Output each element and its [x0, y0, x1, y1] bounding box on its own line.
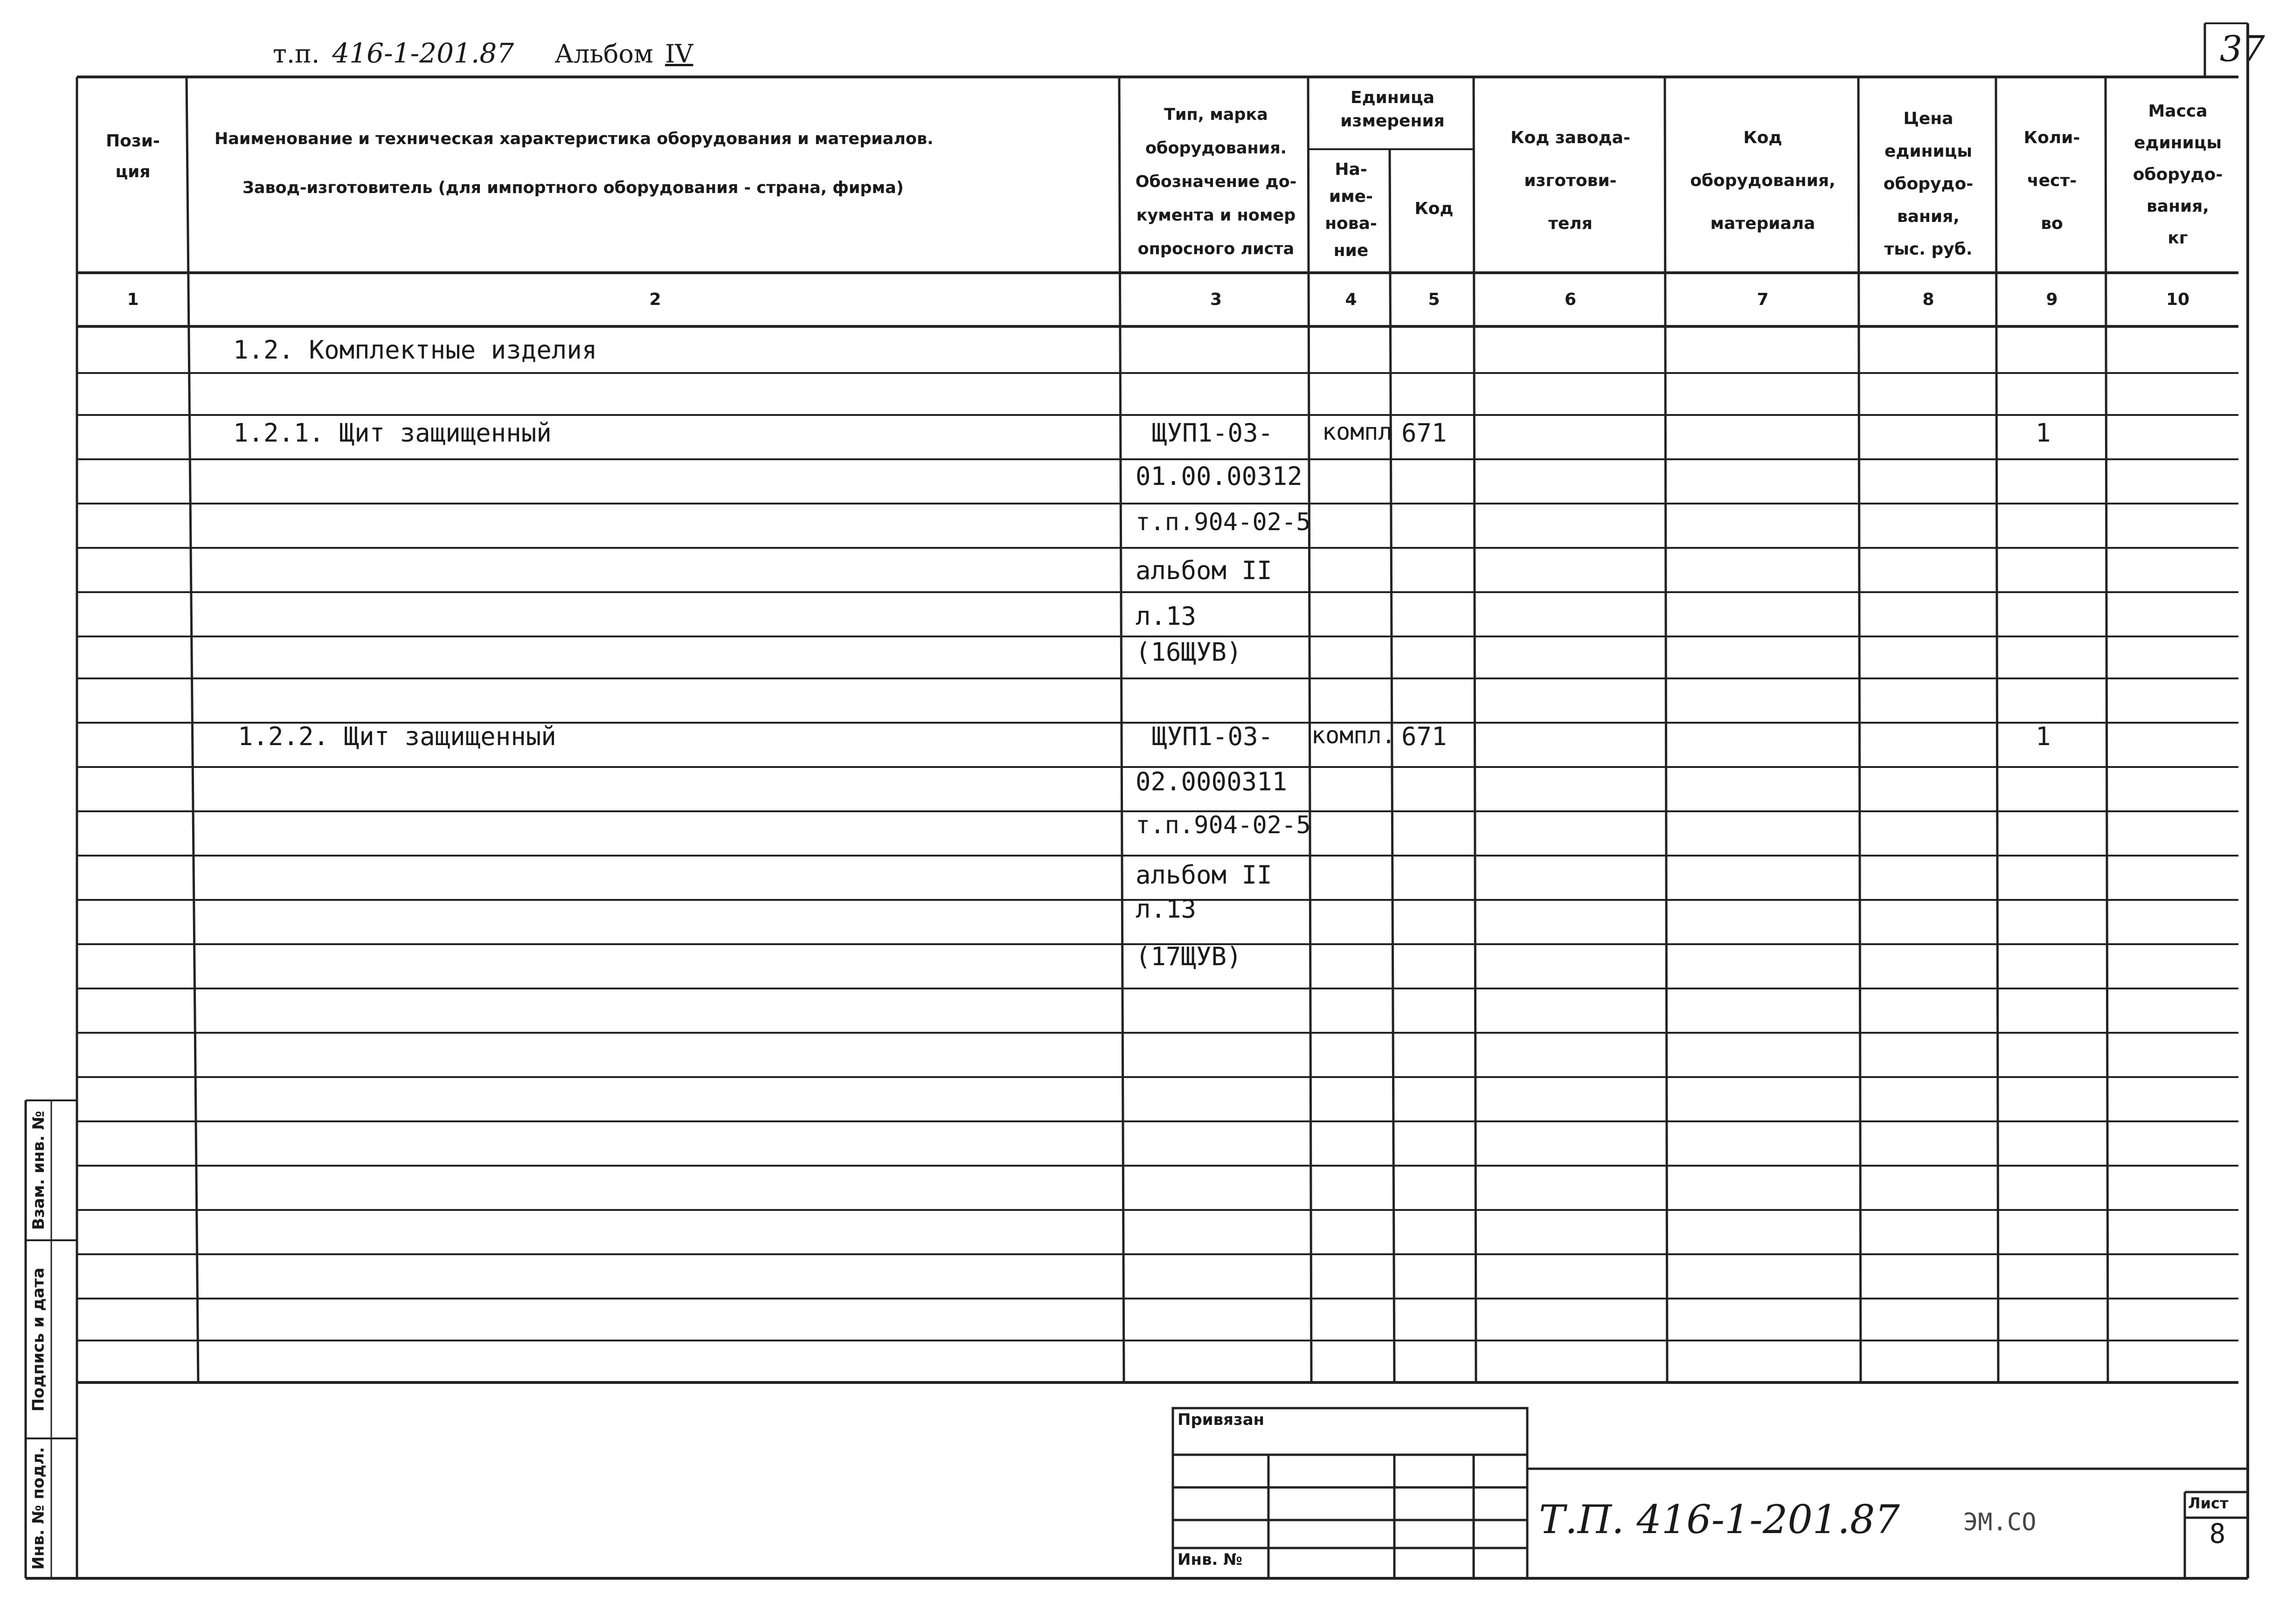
page-mark: 37	[2220, 28, 2265, 69]
colnum-4: 4	[1345, 290, 1357, 309]
row-unit: компл.	[1311, 722, 1396, 749]
stamp-sheet-label: Лист	[2188, 1494, 2229, 1512]
header-name-line1: Наименование и техническая характеристика оборудования и материалов.	[215, 130, 934, 148]
header-price: Цена единицы оборудо- вания, тыс. руб.	[1883, 109, 1974, 259]
row-type: альбом II	[1136, 860, 1272, 890]
row-type: альбом II	[1136, 556, 1272, 585]
row-code: 671	[1401, 418, 1447, 448]
album-label: Альбом	[554, 39, 653, 69]
stamp-privyazan: Привязан	[1178, 1410, 1265, 1429]
side-label-vzam: Взам. инв. №	[29, 1111, 48, 1230]
row-name: 1.2.2. Щит защищенный	[238, 722, 556, 751]
row-code: 671	[1401, 722, 1447, 751]
row-type: 02.0000311	[1136, 767, 1288, 796]
table-row	[0, 601, 2286, 639]
title-number: 416-1-201.87	[332, 37, 514, 69]
table-row	[0, 767, 2286, 804]
side-label-vzam-box	[26, 1100, 51, 1240]
header-quantity: Коли- чест- во	[2023, 128, 2080, 233]
header-unit-name: На- име- нова- ние	[1325, 160, 1377, 260]
side-label-inv: Инв. № подл.	[29, 1447, 48, 1570]
table-row	[0, 894, 2286, 932]
stamp-doc-number: Т.П. 416-1-201.87	[1539, 1497, 1900, 1542]
row-qty: 1	[2036, 418, 2051, 448]
table-row	[0, 860, 2286, 898]
side-label-podpis: Подпись и дата	[29, 1267, 48, 1411]
stamp-inv-no: Инв. №	[1178, 1550, 1243, 1569]
row-unit: компл	[1322, 418, 1392, 445]
title-prefix: т.п.	[273, 39, 320, 69]
colnum-2: 2	[649, 290, 661, 309]
row-type: (17ЩУВ)	[1136, 942, 1242, 971]
table-row	[0, 942, 2286, 979]
row-type: (16ЩУВ)	[1136, 637, 1242, 667]
header-unit-group: Единица измерения	[1340, 88, 1445, 131]
header-position: Пози- ция	[106, 131, 160, 181]
header-mass: Масса единицы оборудо- вания, кг	[2133, 102, 2223, 248]
colnum-7: 7	[1757, 290, 1769, 309]
colnum-6: 6	[1564, 290, 1577, 309]
row-type: т.п.904-02-5	[1136, 811, 1311, 839]
colnum-1: 1	[127, 290, 139, 309]
row-type: 01.00.00312	[1136, 462, 1302, 491]
row-qty: 1	[2036, 722, 2051, 751]
row-type: т.п.904-02-5	[1136, 508, 1311, 536]
table-row	[0, 722, 2286, 759]
header-unit-code: Код	[1414, 199, 1454, 218]
stamp-sheet-value: 8	[2209, 1518, 2226, 1549]
header-name-line2: Завод-изготовитель (для импортного оборудования - страна, фирма)	[242, 179, 904, 197]
table-row	[0, 637, 2286, 675]
stamp-doc-code: ЭМ.СО	[1963, 1508, 2037, 1536]
header-plant-code: Код завода- изготови- теля	[1510, 128, 1630, 233]
row-name: 1.2.1. Щит защищенный	[233, 418, 552, 448]
colnum-3: 3	[1210, 290, 1222, 309]
row-type: л.13	[1136, 601, 1197, 631]
side-label-inv-box	[26, 1438, 51, 1578]
row-name: 1.2. Комплектные изделия	[233, 335, 597, 365]
colnum-8: 8	[1922, 290, 1934, 309]
table-row	[0, 508, 2286, 546]
header-equipment-code: Код оборудования, материала	[1690, 128, 1836, 233]
table-row	[0, 462, 2286, 499]
album-number: IV	[665, 39, 693, 69]
table-row	[0, 333, 2286, 371]
row-type: ЩУП1-03-	[1152, 722, 1274, 751]
table-row	[0, 811, 2286, 849]
colnum-9: 9	[2046, 290, 2058, 309]
row-type: ЩУП1-03-	[1152, 418, 1274, 448]
row-type: л.13	[1136, 894, 1197, 924]
side-label-podpis-box	[26, 1240, 51, 1438]
table-row	[0, 556, 2286, 593]
table-row	[0, 416, 2286, 454]
header-type: Тип, марка оборудования. Обозначение до- кумента и номер опросного листа	[1135, 105, 1297, 258]
colnum-10: 10	[2166, 290, 2190, 309]
colnum-5: 5	[1428, 290, 1440, 309]
